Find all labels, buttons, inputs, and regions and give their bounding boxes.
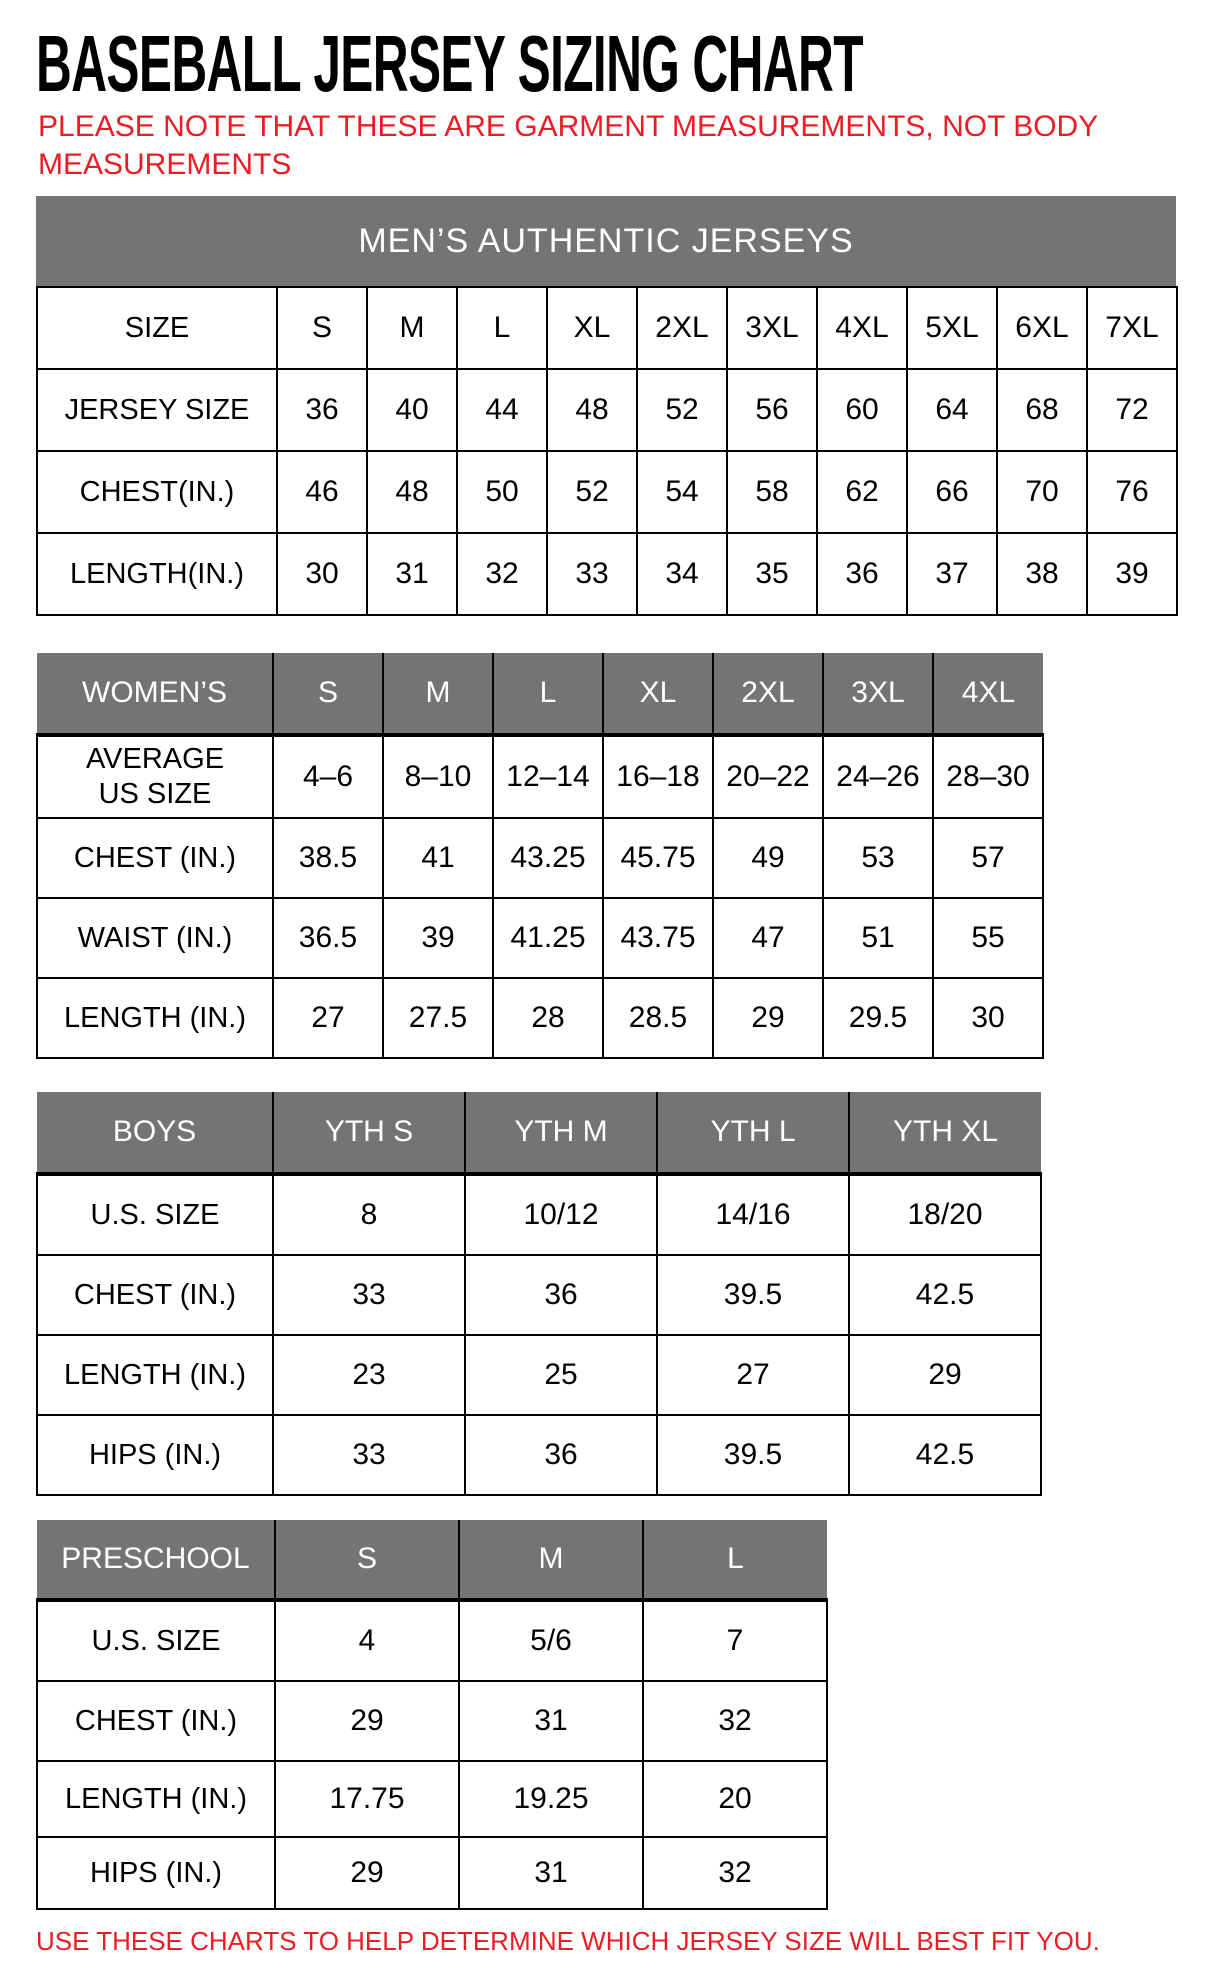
data-cell: 36 bbox=[277, 369, 367, 451]
table-row bbox=[37, 1174, 1041, 1255]
data-cell: 39.5 bbox=[657, 1255, 849, 1335]
data-cell: 31 bbox=[367, 533, 457, 615]
table-row bbox=[37, 533, 1177, 615]
row-label-cell: WAIST (IN.) bbox=[37, 898, 273, 978]
data-cell: 34 bbox=[637, 533, 727, 615]
header-cell: YTH M bbox=[465, 1092, 657, 1174]
header-cell: 4XL bbox=[933, 653, 1043, 735]
data-cell: 57 bbox=[933, 818, 1043, 898]
data-cell: 41.25 bbox=[493, 898, 603, 978]
table-row bbox=[37, 1335, 1041, 1415]
header-cell: 3XL bbox=[727, 287, 817, 369]
data-cell: 55 bbox=[933, 898, 1043, 978]
row-label-cell: CHEST(IN.) bbox=[37, 451, 277, 533]
data-cell: 5/6 bbox=[459, 1600, 643, 1681]
header-cell: S bbox=[273, 653, 383, 735]
row-label-cell: HIPS (IN.) bbox=[37, 1837, 275, 1909]
preschool-header-row bbox=[37, 1520, 827, 1600]
header-cell: 6XL bbox=[997, 287, 1087, 369]
header-cell: 2XL bbox=[637, 287, 727, 369]
header-cell: L bbox=[493, 653, 603, 735]
data-cell: 54 bbox=[637, 451, 727, 533]
data-cell: 50 bbox=[457, 451, 547, 533]
data-cell: 39 bbox=[1087, 533, 1177, 615]
boys-header-row bbox=[37, 1092, 1041, 1174]
data-cell: 28 bbox=[493, 978, 603, 1058]
header-cell: WOMEN’S bbox=[37, 653, 273, 735]
table-row bbox=[37, 898, 1043, 978]
table-row bbox=[37, 978, 1043, 1058]
data-cell: 38.5 bbox=[273, 818, 383, 898]
header-cell: XL bbox=[603, 653, 713, 735]
table-row bbox=[37, 451, 1177, 533]
data-cell: 37 bbox=[907, 533, 997, 615]
header-cell: 3XL bbox=[823, 653, 933, 735]
data-cell: 36 bbox=[465, 1415, 657, 1495]
data-cell: 32 bbox=[643, 1837, 827, 1909]
data-cell: 60 bbox=[817, 369, 907, 451]
data-cell: 51 bbox=[823, 898, 933, 978]
data-cell: 41 bbox=[383, 818, 493, 898]
data-cell: 8–10 bbox=[383, 735, 493, 818]
data-cell: 44 bbox=[457, 369, 547, 451]
data-cell: 29.5 bbox=[823, 978, 933, 1058]
header-cell: XL bbox=[547, 287, 637, 369]
data-cell: 40 bbox=[367, 369, 457, 451]
data-cell: 29 bbox=[713, 978, 823, 1058]
data-cell: 39 bbox=[383, 898, 493, 978]
data-cell: 32 bbox=[457, 533, 547, 615]
data-cell: 28–30 bbox=[933, 735, 1043, 818]
data-cell: 17.75 bbox=[275, 1761, 459, 1837]
header-cell: 7XL bbox=[1087, 287, 1177, 369]
table-row bbox=[37, 1681, 827, 1761]
table-row bbox=[37, 1761, 827, 1837]
data-cell: 66 bbox=[907, 451, 997, 533]
data-cell: 36 bbox=[817, 533, 907, 615]
header-cell: M bbox=[367, 287, 457, 369]
data-cell: 38 bbox=[997, 533, 1087, 615]
data-cell: 19.25 bbox=[459, 1761, 643, 1837]
data-cell: 23 bbox=[273, 1335, 465, 1415]
header-cell: YTH L bbox=[657, 1092, 849, 1174]
data-cell: 42.5 bbox=[849, 1255, 1041, 1335]
data-cell: 29 bbox=[849, 1335, 1041, 1415]
preschool-sizing-table bbox=[36, 1520, 828, 1910]
boys-sizing-table bbox=[36, 1092, 1042, 1496]
row-label-text: AVERAGE US SIZE bbox=[85, 743, 225, 810]
womens-sizing-table bbox=[36, 653, 1044, 1059]
row-label-cell: LENGTH(IN.) bbox=[37, 533, 277, 615]
data-cell: 48 bbox=[367, 451, 457, 533]
data-cell: 12–14 bbox=[493, 735, 603, 818]
data-cell: 72 bbox=[1087, 369, 1177, 451]
garment-note-line1: PLEASE NOTE THAT THESE ARE GARMENT MEASUREMENTS, NOT BODY bbox=[38, 110, 1099, 143]
data-cell: 18/20 bbox=[849, 1174, 1041, 1255]
header-cell: M bbox=[383, 653, 493, 735]
data-cell: 25 bbox=[465, 1335, 657, 1415]
row-label-cell: CHEST (IN.) bbox=[37, 1681, 275, 1761]
data-cell: 52 bbox=[547, 451, 637, 533]
mens-sizing-table bbox=[36, 286, 1178, 616]
data-cell: 39.5 bbox=[657, 1415, 849, 1495]
data-cell: 76 bbox=[1087, 451, 1177, 533]
header-cell: BOYS bbox=[37, 1092, 273, 1174]
data-cell: 48 bbox=[547, 369, 637, 451]
table-row bbox=[37, 1255, 1041, 1335]
header-cell: YTH XL bbox=[849, 1092, 1041, 1174]
data-cell: 4–6 bbox=[273, 735, 383, 818]
row-label-cell: LENGTH (IN.) bbox=[37, 1335, 273, 1415]
data-cell: 24–26 bbox=[823, 735, 933, 818]
data-cell: 8 bbox=[273, 1174, 465, 1255]
data-cell: 36.5 bbox=[273, 898, 383, 978]
row-label-cell: CHEST (IN.) bbox=[37, 1255, 273, 1335]
table-row bbox=[37, 735, 1043, 818]
data-cell: 28.5 bbox=[603, 978, 713, 1058]
row-label-cell: LENGTH (IN.) bbox=[37, 978, 273, 1058]
data-cell: 58 bbox=[727, 451, 817, 533]
data-cell: 49 bbox=[713, 818, 823, 898]
data-cell: 70 bbox=[997, 451, 1087, 533]
data-cell: 35 bbox=[727, 533, 817, 615]
header-cell: S bbox=[275, 1520, 459, 1600]
data-cell: 30 bbox=[277, 533, 367, 615]
data-cell: 52 bbox=[637, 369, 727, 451]
table-row bbox=[37, 369, 1177, 451]
header-cell: 4XL bbox=[817, 287, 907, 369]
header-cell: M bbox=[459, 1520, 643, 1600]
row-label-cell: CHEST (IN.) bbox=[37, 818, 273, 898]
mens-table-banner: MEN’S AUTHENTIC JERSEYS bbox=[36, 196, 1176, 286]
header-cell: 2XL bbox=[713, 653, 823, 735]
data-cell: 27.5 bbox=[383, 978, 493, 1058]
data-cell: 53 bbox=[823, 818, 933, 898]
data-cell: 14/16 bbox=[657, 1174, 849, 1255]
row-label-cell: U.S. SIZE bbox=[37, 1600, 275, 1681]
header-cell: 5XL bbox=[907, 287, 997, 369]
row-label-cell: LENGTH (IN.) bbox=[37, 1761, 275, 1837]
table-row bbox=[37, 1415, 1041, 1495]
data-cell: 10/12 bbox=[465, 1174, 657, 1255]
data-cell: 42.5 bbox=[849, 1415, 1041, 1495]
garment-note-line2: MEASUREMENTS bbox=[38, 148, 292, 181]
row-label-cell: HIPS (IN.) bbox=[37, 1415, 273, 1495]
data-cell: 33 bbox=[273, 1255, 465, 1335]
table-row bbox=[37, 1837, 827, 1909]
data-cell: 68 bbox=[997, 369, 1087, 451]
data-cell: 33 bbox=[273, 1415, 465, 1495]
data-cell: 16–18 bbox=[603, 735, 713, 818]
data-cell: 64 bbox=[907, 369, 997, 451]
data-cell: 20–22 bbox=[713, 735, 823, 818]
data-cell: 47 bbox=[713, 898, 823, 978]
table-row bbox=[37, 818, 1043, 898]
data-cell: 7 bbox=[643, 1600, 827, 1681]
data-cell: 29 bbox=[275, 1681, 459, 1761]
data-cell: 46 bbox=[277, 451, 367, 533]
data-cell: 4 bbox=[275, 1600, 459, 1681]
page-title: BASEBALL JERSEY SIZING CHART bbox=[36, 19, 863, 108]
row-label-cell: JERSEY SIZE bbox=[37, 369, 277, 451]
data-cell: 43.25 bbox=[493, 818, 603, 898]
data-cell: 31 bbox=[459, 1681, 643, 1761]
header-cell: YTH S bbox=[273, 1092, 465, 1174]
data-cell: 30 bbox=[933, 978, 1043, 1058]
data-cell: 27 bbox=[273, 978, 383, 1058]
womens-header-row bbox=[37, 653, 1043, 735]
data-cell: 45.75 bbox=[603, 818, 713, 898]
data-cell: 27 bbox=[657, 1335, 849, 1415]
footer-note: USE THESE CHARTS TO HELP DETERMINE WHICH JERSEY SIZE WILL BEST FIT YOU. bbox=[36, 1926, 1100, 1956]
table-row bbox=[37, 1600, 827, 1681]
data-cell: 29 bbox=[275, 1837, 459, 1909]
header-cell: SIZE bbox=[37, 287, 277, 369]
data-cell: 43.75 bbox=[603, 898, 713, 978]
header-cell: L bbox=[643, 1520, 827, 1600]
header-cell: L bbox=[457, 287, 547, 369]
row-label-cell: U.S. SIZE bbox=[37, 1174, 273, 1255]
data-cell: 33 bbox=[547, 533, 637, 615]
row-label-cell bbox=[37, 735, 273, 818]
header-cell: S bbox=[277, 287, 367, 369]
header-cell: PRESCHOOL bbox=[37, 1520, 275, 1600]
mens-header-row bbox=[37, 287, 1177, 369]
data-cell: 31 bbox=[459, 1837, 643, 1909]
data-cell: 20 bbox=[643, 1761, 827, 1837]
data-cell: 56 bbox=[727, 369, 817, 451]
data-cell: 62 bbox=[817, 451, 907, 533]
data-cell: 32 bbox=[643, 1681, 827, 1761]
data-cell: 36 bbox=[465, 1255, 657, 1335]
